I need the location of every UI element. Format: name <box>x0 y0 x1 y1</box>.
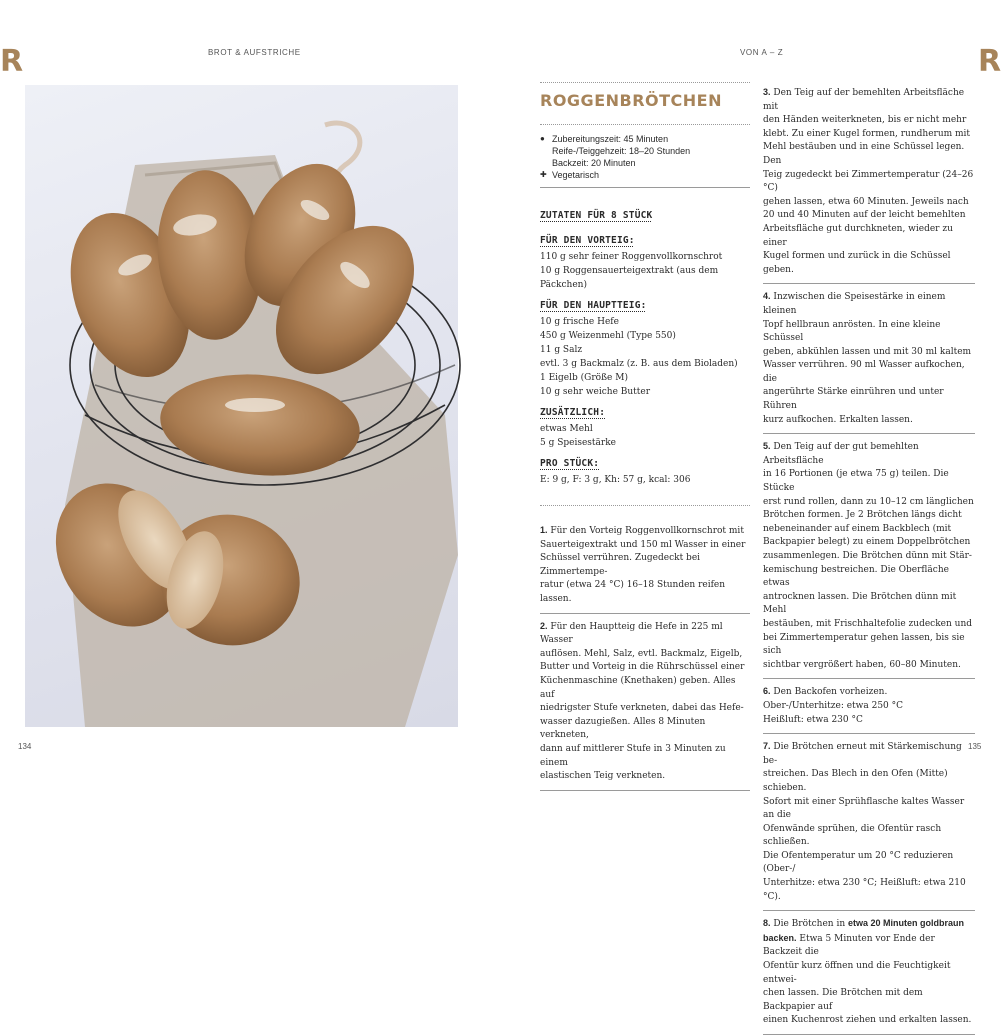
step-number: 2. <box>540 620 548 631</box>
step-line: geben, abkühlen lassen und mit 30 ml kaltem <box>763 346 972 357</box>
step-line: Unterhitze: etwa 230 °C; Heißluft: etwa 210 °C). <box>763 878 966 902</box>
step-line: kurz aufkochen. Erkalten lassen. <box>763 414 913 425</box>
step-line: Ofenwände sprühen, die Ofentür rasch schließen. <box>763 823 942 848</box>
ingredient: 10 g sehr weiche Butter <box>540 387 651 397</box>
step-number: 4. <box>763 291 771 302</box>
meta-line: Backzeit: 20 Minuten <box>552 158 636 168</box>
step-line: bestäuben, mit Frischhaltefolie zudecken und <box>763 618 972 629</box>
nutrition-info <box>540 473 750 487</box>
step-line: Ober-/Unterhitze: etwa 250 °C <box>763 700 904 711</box>
step-line: Etwa 5 Minuten vor Ende der Backzeit die <box>763 933 935 958</box>
step-line: zusammenlegen. Die Brötchen dünn mit Stär- <box>763 551 972 561</box>
ingredients-title: ZUTATEN FÜR 8 STÜCK <box>540 210 653 221</box>
page-number-right: 135 <box>968 742 982 751</box>
step-number: 1. <box>540 525 548 535</box>
meta-line: Vegetarisch <box>552 170 600 180</box>
step-line: Den Backofen vorheizen. <box>773 687 888 698</box>
step-line: Für den Hauptteig die Hefe in 225 ml Wasser <box>540 621 723 646</box>
step-line: sichtbar vergrößert haben, 60–80 Minuten. <box>763 659 961 670</box>
step-number: 8. <box>763 918 771 929</box>
ingredient: etwas Mehl <box>540 424 593 434</box>
ingredient: evtl. 3 g Backmalz (z. B. aus dem Bioladen) <box>540 359 738 369</box>
step-line: antrocknen lassen. Die Brötchen dünn mit Mehl <box>763 591 957 616</box>
step-line: Arbeitsfläche gut durchkneten, wieder zu einer <box>763 223 953 248</box>
step-line: nebeneinander auf einem Backblech (mit <box>763 523 952 534</box>
step-8 <box>763 917 975 1028</box>
step-line: Die Brötchen erneut mit Stärkemischung be- <box>763 742 962 766</box>
ingredient: 450 g Weizenmehl (Type 550) <box>540 331 676 341</box>
ingredient: 1 Eigelb (Größe M) <box>540 373 628 383</box>
step-line: elastischen Teig verkneten. <box>540 771 666 782</box>
recipe-photo <box>25 85 458 727</box>
running-header-left: BROT & AUFSTRICHE <box>208 48 301 57</box>
step-line: Heißluft: etwa 230 °C <box>763 714 863 725</box>
step-line: Die Brötchen in <box>773 919 846 930</box>
step-line: den Händen weiterkneten, bis er nicht mehr <box>763 115 967 126</box>
plus-icon: ✚ <box>540 170 547 179</box>
ingredient: 10 g Roggensauerteigextrakt (aus dem Päckchen) <box>540 266 719 290</box>
group-title: ZUSÄTZLICH: <box>540 407 606 418</box>
step-line: Sauerteigextrakt und 150 ml Wasser in einer <box>540 539 746 550</box>
meta-time <box>540 133 750 169</box>
step-5 <box>763 440 975 672</box>
step-emphasis: backen. <box>763 932 797 943</box>
step-line: Schüssel verrühren. Zugedeckt bei Zimmertempe- <box>540 553 701 577</box>
meta-vegetarian <box>540 169 750 181</box>
step-line: niedrigster Stufe verkneten, dabei das Hefe- <box>540 703 744 714</box>
step-line: streichen. Das Blech in den Ofen (Mitte) schieben. <box>763 769 948 793</box>
running-header-right: VON A – Z <box>740 48 784 57</box>
group-title: FÜR DEN VORTEIG: <box>540 235 635 246</box>
step-line: Den Teig auf der bemehlten Arbeitsfläche mit <box>763 88 965 112</box>
step-line: Die Ofentemperatur um 20 °C reduzieren (Ober-/ <box>763 850 954 875</box>
step-line: Teig zugedeckt bei Zimmertemperatur (24–26 °C) <box>763 169 974 194</box>
step-line: Küchenmaschine (Knethaken) geben. Alles auf <box>540 675 736 700</box>
step-line: ratur (etwa 24 °C) 16–18 Stunden reifen lassen. <box>540 580 726 604</box>
step-line: Den Teig auf der gut bemehlten Arbeitsfläche <box>763 442 919 466</box>
step-line: Mehl bestäuben und in eine Schüssel legen. Den <box>763 142 965 166</box>
step-line: Für den Vorteig Roggenvollkornschrot mit <box>550 526 744 536</box>
step-number: 5. <box>763 441 771 452</box>
step-line: in 16 Portionen (je etwa 75 g) teilen. Die Stücke <box>763 469 949 494</box>
step-4 <box>763 290 975 427</box>
ingredient: E: 9 g, F: 3 g, Kh: 57 g, kcal: 306 <box>540 475 691 485</box>
section-letter-right: R <box>978 44 1001 79</box>
step-line: Wasser verrühren. 90 ml Wasser aufkochen, die <box>763 360 965 384</box>
step-line: Butter und Vorteig in die Rührschüssel einer <box>540 662 745 673</box>
ingredient: 110 g sehr feiner Roggenvollkornschrot <box>540 252 723 262</box>
step-line: Inzwischen die Speisestärke in einem kleinen <box>763 292 946 316</box>
step-number: 6. <box>763 686 771 697</box>
meta-line: Reife-/Teiggehzeit: 18–20 Stunden <box>552 146 691 156</box>
step-line: Kugel formen und zurück in die Schüssel geben. <box>763 251 951 275</box>
step-emphasis: etwa 20 Minuten goldbraun <box>848 918 965 929</box>
recipe-column-right <box>763 86 975 1035</box>
step-3 <box>763 86 975 277</box>
recipe-title: ROGGENBRÖTCHEN <box>540 91 722 110</box>
step-line: Backpapier belegt) zu einem Doppelbrötchen <box>763 537 971 548</box>
step-line: auflösen. Mehl, Salz, evtl. Backmalz, Eigelb, <box>540 648 743 659</box>
step-line: Ofentür kurz öffnen und die Feuchtigkeit entwei- <box>763 961 951 985</box>
step-line: Topf hellbraun anrösten. In eine kleine Schüssel <box>763 319 941 344</box>
step-line: Brötchen formen. Je 2 Brötchen längs dicht <box>763 510 962 521</box>
clock-icon: ● <box>540 134 545 143</box>
ingredient: 11 g Salz <box>540 345 583 355</box>
ingredient: 10 g frische Hefe <box>540 317 619 327</box>
step-line: bei Zimmertemperatur gehen lassen, bis sie sich <box>763 632 965 657</box>
group-title: FÜR DEN HAUPTTEIG: <box>540 300 647 311</box>
step-line: angerührte Stärke einrühren und unter Rühren <box>763 387 944 412</box>
step-line: 20 und 40 Minuten auf der leicht bemehlten <box>763 210 966 221</box>
step-number: 3. <box>763 87 771 97</box>
ingredient-list <box>540 250 750 292</box>
step-line: Sofort mit einer Sprühflasche kaltes Wasser an die <box>763 796 965 821</box>
ingredient-list <box>540 315 750 399</box>
group-title: PRO STÜCK: <box>540 458 600 469</box>
meta-line: Zubereitungszeit: 45 Minuten <box>552 134 669 144</box>
step-number: 7. <box>763 741 771 752</box>
step-line: chen lassen. Die Brötchen mit dem Backpapier auf <box>763 988 923 1012</box>
recipe-column-left <box>540 82 750 791</box>
step-2 <box>540 620 750 784</box>
step-line: einen Kuchenrost ziehen und erkalten lassen. <box>763 1015 972 1026</box>
step-line: erst rund rollen, dann zu 10–12 cm länglichen <box>763 496 974 507</box>
step-line: dann auf mittlerer Stufe in 3 Minuten zu einem <box>540 743 726 768</box>
section-letter-left: R <box>0 44 24 79</box>
step-line: gehen lassen, etwa 60 Minuten. Jeweils nach <box>763 196 969 207</box>
step-7 <box>763 740 975 904</box>
ingredient-list <box>540 422 750 450</box>
page-number-left: 134 <box>18 742 32 751</box>
step-1 <box>540 524 750 607</box>
step-line: kemischung bestreichen. Die Oberfläche etwas <box>763 564 949 589</box>
ingredient: 5 g Speisestärke <box>540 438 616 448</box>
step-line: klebt. Zu einer Kugel formen, rundherum mit <box>763 128 971 139</box>
step-line: wasser dazugießen. Alles 8 Minuten verkneten, <box>540 716 706 741</box>
step-6 <box>763 685 975 727</box>
